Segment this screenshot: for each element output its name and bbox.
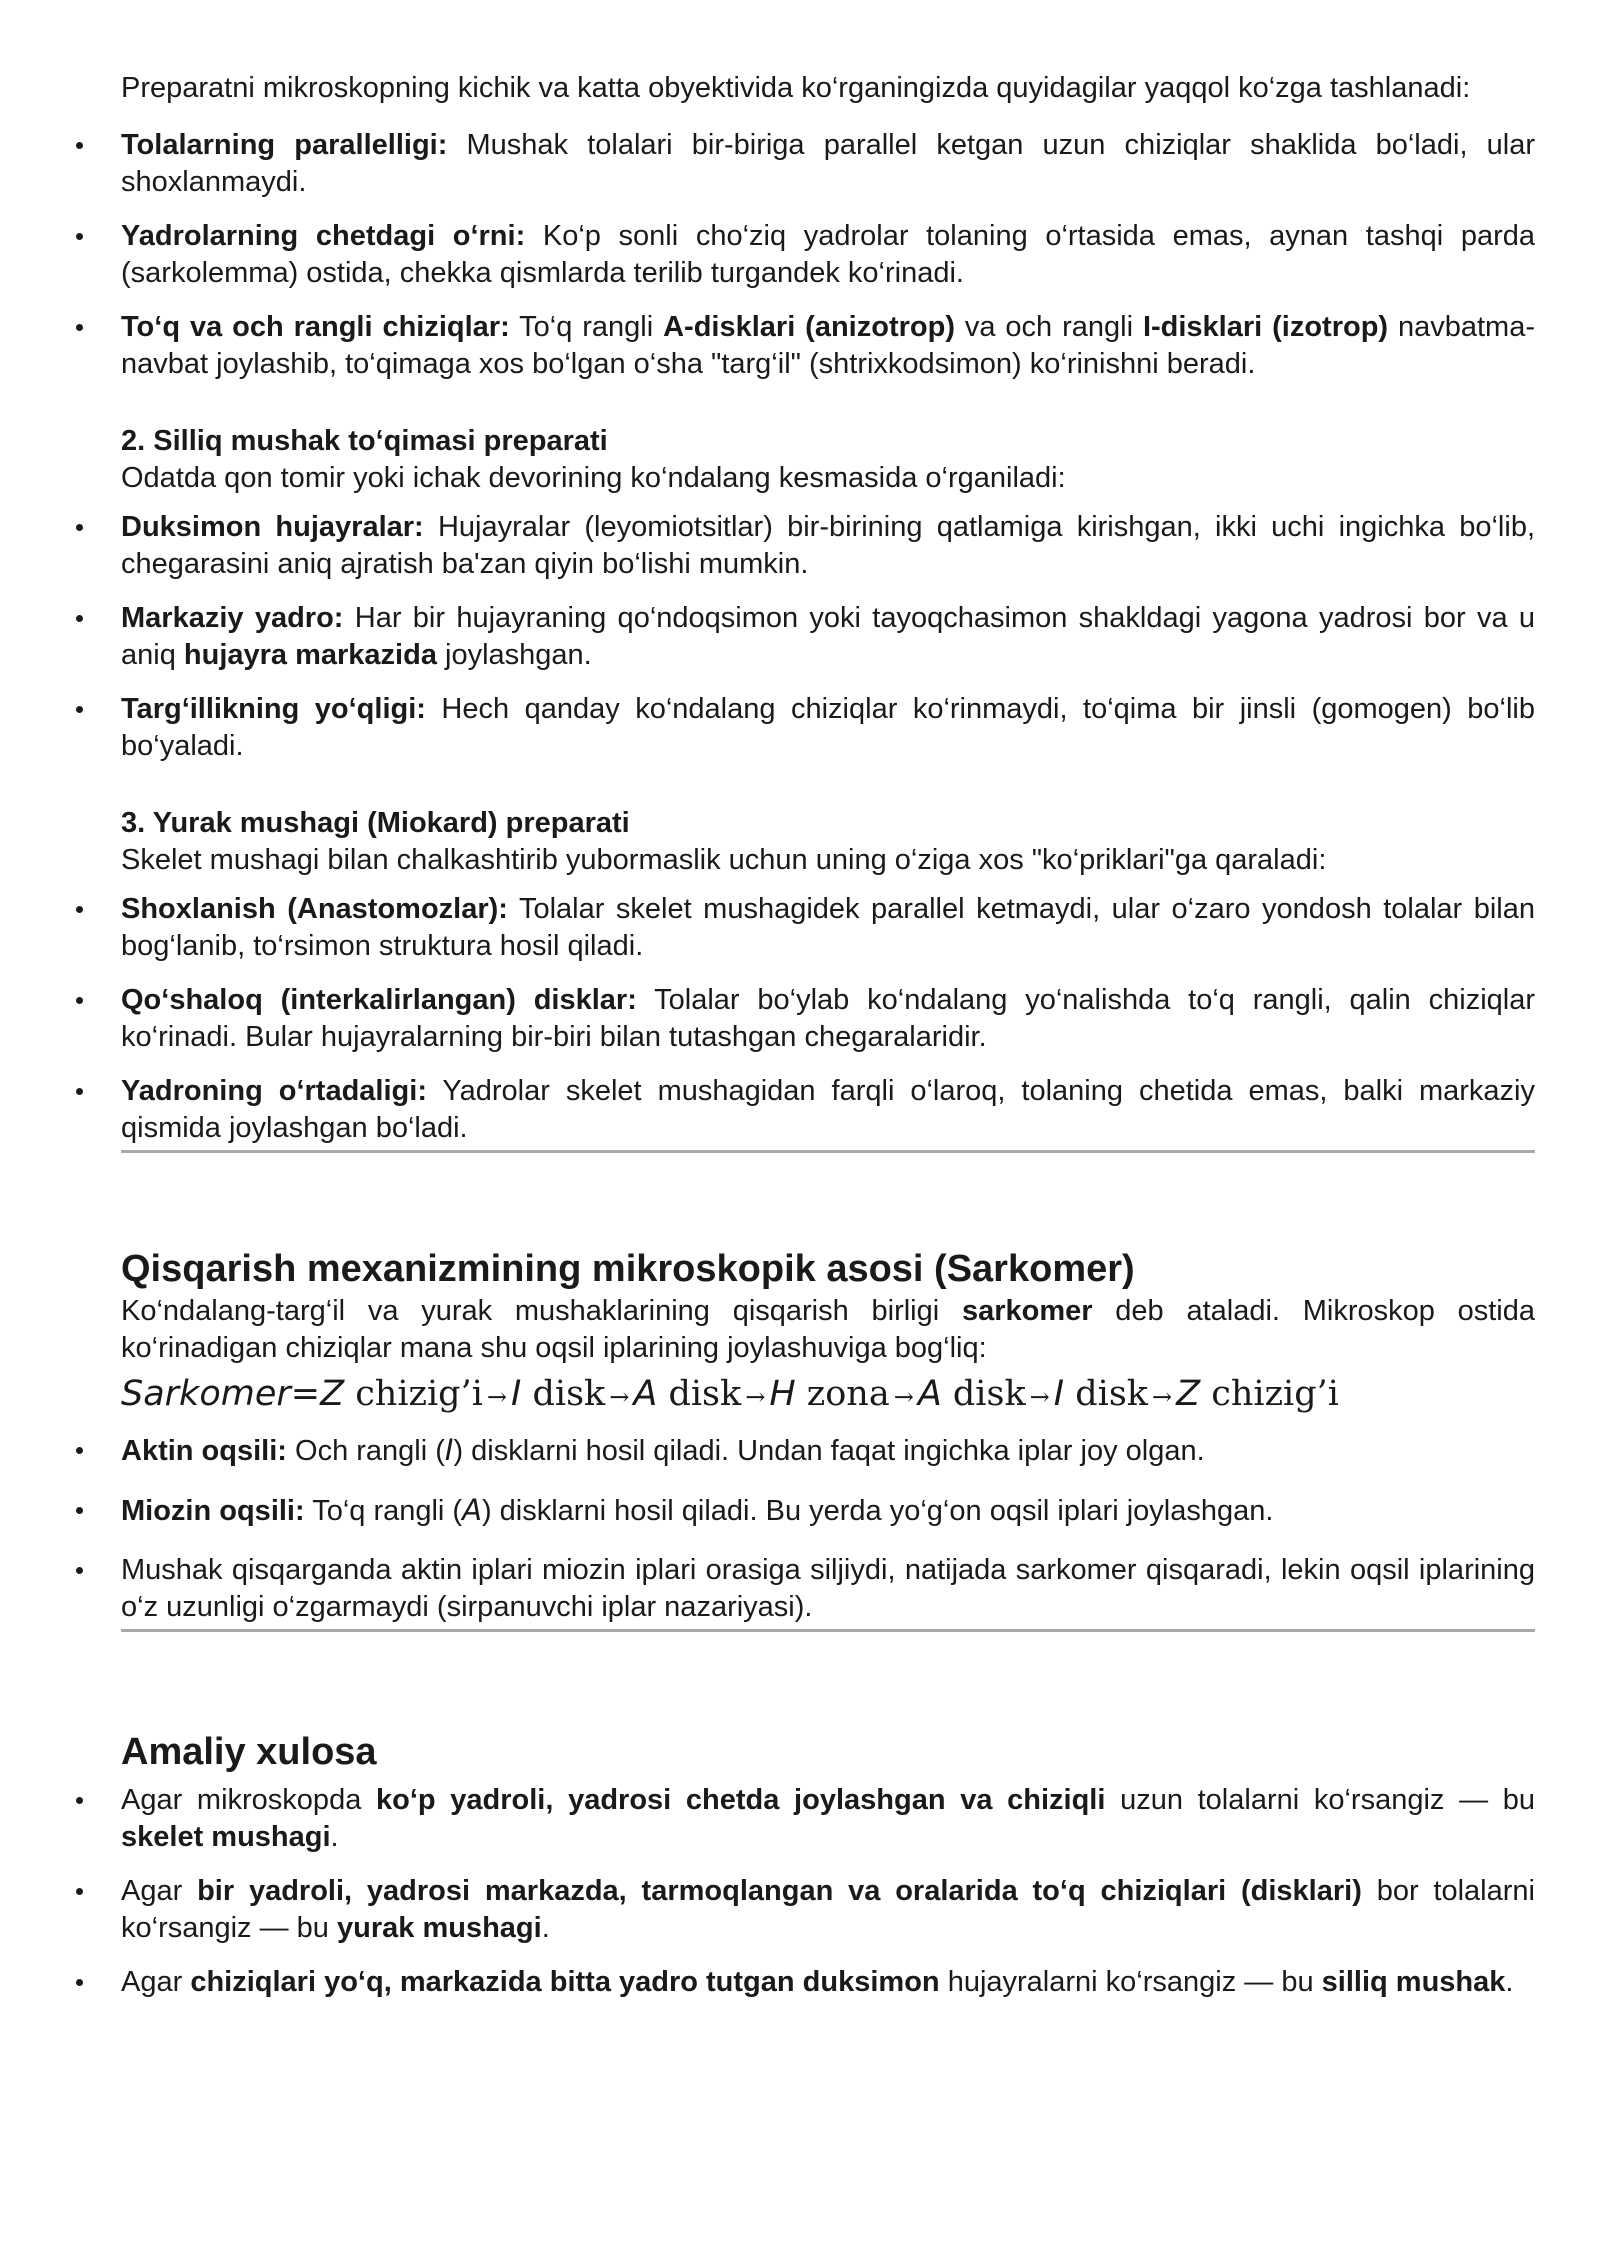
list-item — [121, 1964, 1535, 2001]
paragraph-emphasis: sarkomer — [961, 1295, 1093, 1327]
item-term: Duksimon hujayralar: — [121, 511, 424, 543]
item-text: Mushak qisqarganda aktin iplari miozin iplari orasiga siljiydi, natijada sarkomer qisqaradi, lekin oqsil iplarining o‘z uzunligi o‘zgarmaydi (sirpanuvchi iplar nazariyasi). — [121, 1554, 1535, 1623]
item-symbol: A — [462, 1493, 482, 1527]
item-text: bor tolalarni ko‘rsangiz — bu — [121, 1875, 1535, 1944]
formula-term: Sarkomer — [121, 1374, 291, 1414]
arrow-icon: → — [1029, 1383, 1050, 1411]
protein-list — [121, 1432, 1535, 1626]
paragraph-text: deb ataladi. Mikroskop ostida ko‘rinadigan chiziqlar mana shu oqsil iplarining joylashuviga bog‘liq: — [121, 1295, 1535, 1364]
item-text: Hujayralar (leyomiotsitlar) bir-birining qatlamiga kirishgan, ikki uchi ingichka bo‘lib, chegarasini aniq ajratish ba'zan qiyin bo‘lishi mumkin. — [121, 511, 1536, 580]
list-item — [121, 691, 1535, 765]
list-item — [121, 891, 1535, 965]
item-text: va och rangli — [954, 311, 1143, 343]
list-item — [121, 1782, 1535, 1856]
item-emphasis: chiziqlari yo‘q, markazida bitta yadro tutgan duksimon — [190, 1966, 940, 1998]
item-text: Tolalar bo‘ylab ko‘ndalang yo‘nalishda to‘q rangli, qalin chiziqlar ko‘rinadi. Bular hujayralarning bir-biri bilan tutashgan chegaralaridir. — [121, 984, 1536, 1053]
list-item — [121, 982, 1535, 1056]
item-emphasis: ko‘p yadroli, yadrosi chetda joylashgan va chiziqli — [376, 1784, 1106, 1816]
sarcomere-formula — [121, 1369, 1535, 1422]
arrow-icon: → — [893, 1383, 914, 1411]
formula-equals: = — [290, 1374, 321, 1414]
item-text: uzun tolalarni ko‘rsangiz — bu — [1105, 1784, 1535, 1816]
item-emphasis: yurak mushagi — [337, 1912, 542, 1944]
item-text: Har bir hujayraning qo‘ndoqsimon yoki tayoqchasimon shakldagi yagona yadrosi bor va u aniq — [121, 602, 1536, 671]
list-item — [121, 1492, 1535, 1530]
formula-symbol: A — [633, 1374, 658, 1414]
item-text: hujayralarni ko‘rsangiz — bu — [939, 1966, 1322, 1998]
list-item — [121, 127, 1535, 201]
item-text: To‘q rangli — [509, 311, 664, 343]
item-symbol: I — [444, 1433, 454, 1467]
cardiac-section-subtitle: Skelet mushagi bilan chalkashtirib yubormaslik uchun uning o‘ziga xos "ko‘priklari"ga qaraladi: — [121, 844, 1327, 876]
arrow-icon: → — [1152, 1383, 1173, 1411]
formula-symbol: A — [917, 1374, 942, 1414]
sarcomere-paragraph — [121, 1293, 1535, 1367]
item-text: Och rangli ( — [286, 1435, 445, 1467]
cardiac-features-list — [121, 891, 1535, 1147]
item-text: ) disklarni hosil qiladi. Undan faqat ingichka iplar joy olgan. — [453, 1435, 1205, 1467]
smooth-muscle-section — [121, 423, 1535, 765]
list-item — [121, 1873, 1535, 1947]
list-item — [121, 1432, 1535, 1470]
formula-symbol: Z — [1176, 1374, 1201, 1414]
item-term: Qo‘shaloq (interkalirlangan) disklar: — [121, 984, 637, 1016]
item-term: Targ‘illikning yo‘qligi: — [121, 693, 426, 725]
item-term: To‘q va och rangli chiziqlar: — [121, 311, 510, 343]
item-text: Agar — [121, 1875, 198, 1907]
conclusion-heading: Amaliy xulosa — [121, 1731, 377, 1773]
cardiac-section-title: 3. Yurak mushagi (Miokard) preparati — [121, 807, 630, 839]
arrow-icon: → — [745, 1383, 766, 1411]
item-term: Aktin oqsili: — [121, 1435, 287, 1467]
section-divider — [121, 1150, 1535, 1153]
item-text: . — [1505, 1966, 1514, 1998]
list-item — [121, 509, 1535, 583]
section-divider — [121, 1629, 1535, 1632]
item-term: Yadrolarning chetdagi o‘rni: — [121, 220, 526, 252]
list-item — [121, 1552, 1535, 1626]
cardiac-muscle-section — [121, 805, 1535, 1153]
item-text: To‘q rangli ( — [304, 1495, 463, 1527]
item-emphasis: I-disklari (izotrop) — [1142, 311, 1389, 343]
formula-symbol: I — [511, 1374, 522, 1414]
list-item — [121, 600, 1535, 674]
item-emphasis: skelet mushagi — [121, 1821, 331, 1853]
item-text: ) disklarni hosil qiladi. Bu yerda yo‘g‘on oqsil iplari joylashgan. — [481, 1495, 1274, 1527]
formula-word: disk — [521, 1374, 606, 1414]
list-item — [121, 1073, 1535, 1147]
formula-symbol: H — [769, 1374, 796, 1414]
formula-word: chizig’i — [344, 1374, 483, 1414]
item-emphasis: silliq mushak — [1321, 1966, 1506, 1998]
document-page — [121, 70, 1535, 2018]
item-term: Shoxlanish (Anastomozlar): — [121, 893, 508, 925]
list-item — [121, 218, 1535, 292]
item-text: Yadrolar skelet mushagidan farqli o‘laroq, tolaning chetida emas, balki markaziy qismida joylashgan bo‘ladi. — [121, 1075, 1535, 1144]
smooth-section-subtitle: Odatda qon tomir yoki ichak devorining ko‘ndalang kesmasida o‘rganiladi: — [121, 462, 1066, 494]
item-text: Hech qanday ko‘ndalang chiziqlar ko‘rinmaydi, to‘qima bir jinsli (gomogen) bo‘lib bo‘yaladi. — [121, 693, 1535, 762]
conclusion-list — [121, 1782, 1535, 2001]
smooth-section-title: 2. Silliq mushak to‘qimasi preparati — [121, 425, 608, 457]
item-text: joylashgan. — [436, 639, 592, 671]
item-text: Mushak tolalari bir-biriga parallel ketgan uzun chiziqlar shaklida bo‘ladi, ular shoxlanmaydi. — [121, 129, 1535, 198]
item-text: . — [330, 1821, 339, 1853]
item-text: . — [541, 1912, 550, 1944]
arrow-icon: → — [486, 1383, 508, 1411]
intro-paragraph: Preparatni mikroskopning kichik va katta obyektivida ko‘rganingizda quyidagilar yaqqol ko‘zga tashlanadi: — [121, 72, 1471, 104]
smooth-features-list — [121, 509, 1535, 765]
item-term: Miozin oqsili: — [121, 1495, 305, 1527]
formula-word: chizig’i — [1200, 1374, 1339, 1414]
item-term: Tolalarning parallelligi: — [121, 129, 448, 161]
formula-word: zona — [795, 1374, 890, 1414]
item-emphasis: bir yadroli, yadrosi markazda, tarmoqlangan va oralarida to‘q chiziqlari (disklari) — [197, 1875, 1362, 1907]
formula-symbol: I — [1053, 1374, 1065, 1414]
skeletal-features-list — [121, 127, 1535, 383]
formula-word: disk — [657, 1374, 742, 1414]
item-text: Agar mikroskopda — [121, 1784, 376, 1816]
sarcomere-heading: Qisqarish mexanizmining mikroskopik asosi (Sarkomer) — [121, 1248, 1135, 1290]
item-text: Agar — [121, 1966, 191, 1998]
formula-word: disk — [941, 1374, 1026, 1414]
paragraph-text: Ko‘ndalang-targ‘il va yurak mushaklarining qisqarish birligi — [121, 1295, 962, 1327]
item-text: Ko‘p sonli cho‘ziq yadrolar tolaning o‘rtasida emas, aynan tashqi parda (sarkolemma) ostida, chekka qismlarda terilib turgandek ko‘rinadi. — [121, 220, 1535, 289]
arrow-icon: → — [609, 1383, 630, 1411]
formula-symbol: Z — [320, 1374, 345, 1414]
item-emphasis: hujayra markazida — [183, 639, 437, 671]
item-text: Tolalar skelet mushagidek parallel ketmaydi, ular o‘zaro yondosh tolalar bilan bog‘lanib, to‘rsimon struktura hosil qiladi. — [121, 893, 1535, 962]
list-item — [121, 309, 1535, 383]
item-term: Markaziy yadro: — [121, 602, 344, 634]
item-emphasis: A-disklari (anizotrop) — [663, 311, 955, 343]
item-term: Yadroning o‘rtadaligi: — [121, 1075, 427, 1107]
formula-word: disk — [1064, 1374, 1149, 1414]
item-text: navbatma-navbat joylashib, to‘qimaga xos bo‘lgan o‘sha "targ‘il" (shtrixkodsimon) ko‘rinishni beradi. — [121, 311, 1536, 380]
